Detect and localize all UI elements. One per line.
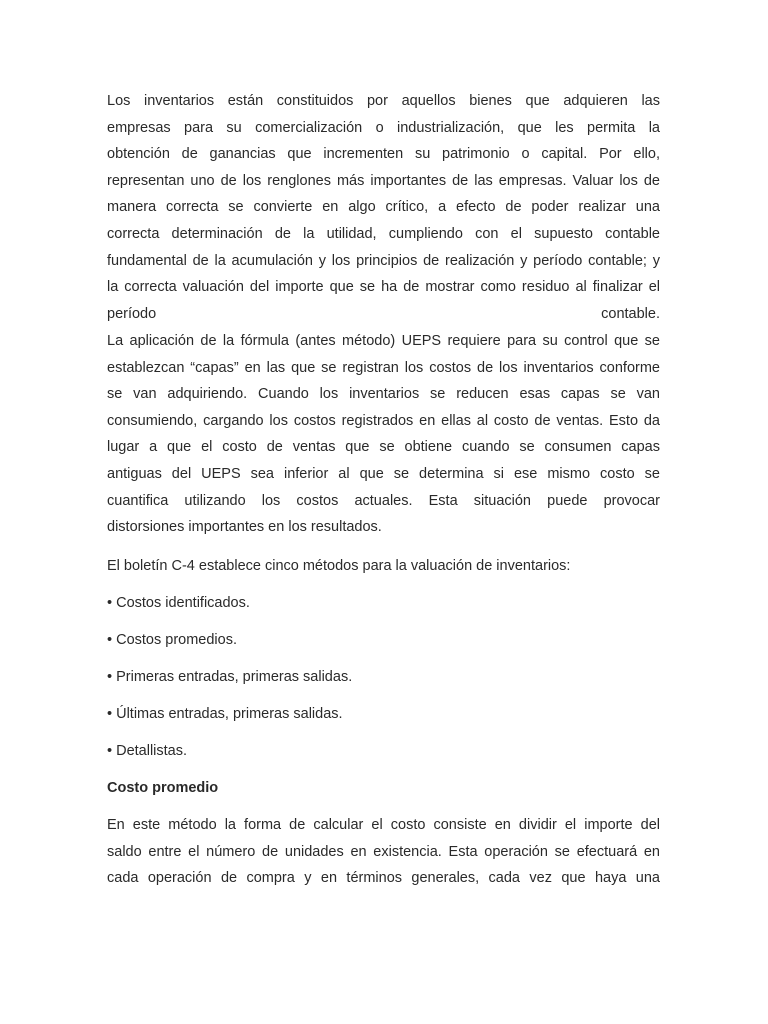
paragraph-line: período contable.: [107, 305, 660, 322]
paragraph-line: En este método la forma de calcular el costo consiste en dividir el importe del: [107, 817, 660, 833]
list-item: • Detallistas.: [107, 743, 188, 759]
paragraph-line: establezcan “capas” en las que se registran los costos de los inventarios conforme: [107, 359, 660, 376]
methods-intro: El boletín C-4 establece cinco métodos para la valuación de inventarios:: [107, 558, 571, 574]
paragraph-line: Los inventarios están constituidos por aquellos bienes que adquieren las: [107, 93, 660, 109]
list-item: • Costos identificados.: [107, 595, 250, 611]
paragraph-line: distorsiones importantes en los resultados.: [107, 519, 382, 536]
paragraph-line: La aplicación de la fórmula (antes método) UEPS requiere para su control que se: [107, 333, 660, 349]
list-item: • Primeras entradas, primeras salidas.: [107, 669, 353, 685]
paragraph-line: se van adquiriendo. Cuando los inventarios se reducen esas capas se van: [107, 386, 660, 403]
list-item: • Costos promedios.: [107, 632, 237, 648]
paragraph-line: consumiendo, cargando los costos registrados en ellas al costo de ventas. Esto da: [107, 412, 660, 429]
paragraph-line: manera correcta se convierte en algo crítico, a efecto de poder realizar una: [107, 199, 660, 216]
paragraph-line: lugar a que el costo de ventas que se obtiene cuando se consumen capas: [107, 439, 660, 456]
section-heading: Costo promedio: [107, 780, 219, 796]
paragraph-line: la correcta valuación del importe que se ha de mostrar como residuo al finalizar el: [107, 279, 660, 296]
paragraph-line: representan uno de los renglones más importantes de las empresas. Valuar los de: [107, 172, 660, 189]
paragraph-line: obtención de ganancias que incrementen su patrimonio o capital. Por ello,: [107, 146, 660, 163]
paragraph-line: cada operación de compra y en términos generales, cada vez que haya una: [107, 870, 660, 887]
paragraph-line: fundamental de la acumulación y los principios de realización y período contable; y: [107, 252, 660, 269]
paragraph-costo-promedio: [107, 812, 660, 892]
paragraph-line: saldo entre el número de unidades en existencia. Esta operación se efectuará en: [107, 843, 660, 860]
list-item: • Últimas entradas, primeras salidas.: [107, 706, 343, 722]
paragraph-line: correcta determinación de la utilidad, cumpliendo con el supuesto contable: [107, 225, 660, 242]
paragraph-line: empresas para su comercialización o industrialización, que les permita la: [107, 119, 660, 136]
paragraph-line: cuantifica utilizando los costos actuales. Esta situación puede provocar: [107, 492, 660, 509]
paragraph-ueps: [107, 328, 660, 541]
paragraph-line: antiguas del UEPS sea inferior al que se determina si ese mismo costo se: [107, 465, 660, 482]
paragraph-inventarios: [107, 88, 660, 327]
